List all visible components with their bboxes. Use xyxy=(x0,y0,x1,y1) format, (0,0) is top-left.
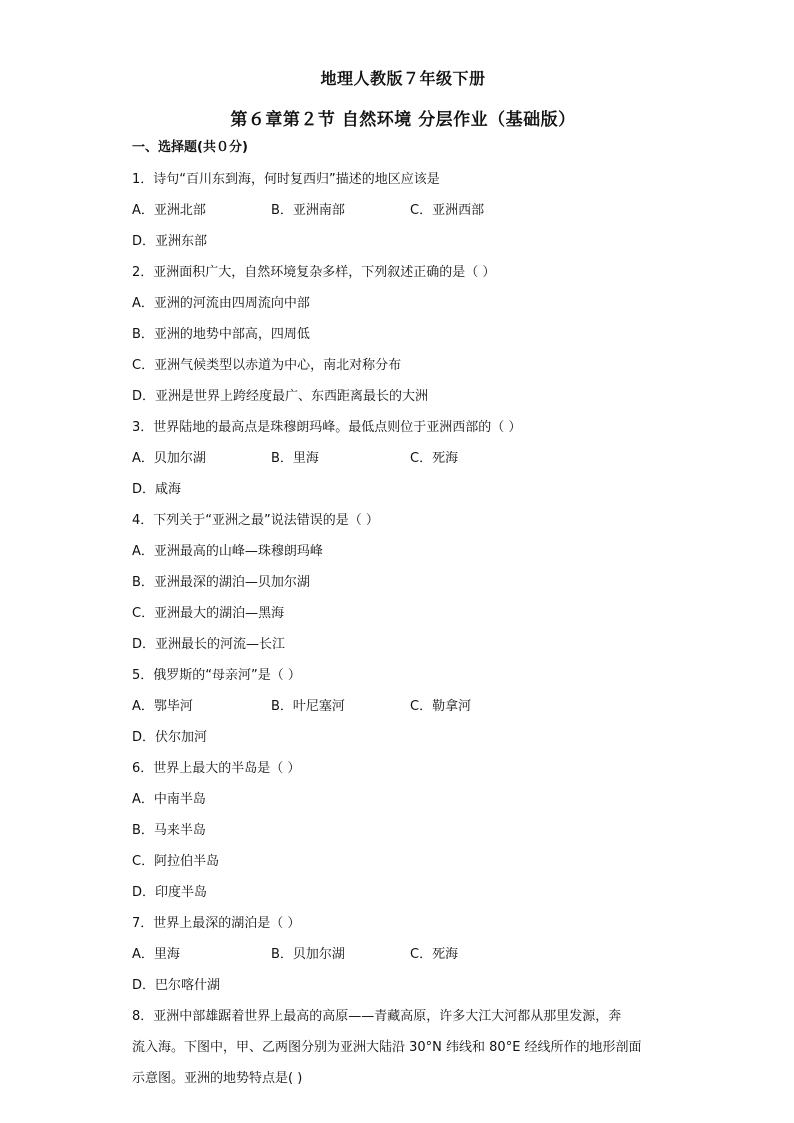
answer-option-c: C．亚洲最大的湖泊—黑海 xyxy=(132,606,285,621)
answer-option-d: D．亚洲东部 xyxy=(132,234,208,249)
question-stem: 5．俄罗斯的“母亲河”是（ ） xyxy=(132,668,301,683)
answer-option-b: B．亚洲最深的湖泊—贝加尔湖 xyxy=(132,575,310,590)
question-2 xyxy=(132,257,674,412)
answer-option-a: A．鄂毕河 xyxy=(132,699,193,714)
question-stem: 6．世界上最大的半岛是（ ） xyxy=(132,761,301,776)
question-stem: 7．世界上最深的湖泊是（ ） xyxy=(132,916,301,931)
answer-option-a: A．贝加尔湖 xyxy=(132,451,206,466)
answer-option-b: B．马来半岛 xyxy=(132,823,206,838)
answer-options xyxy=(132,195,674,257)
answer-option-b: B．贝加尔湖 xyxy=(271,947,345,962)
question-3 xyxy=(132,412,674,505)
answer-option-d: D．亚洲最长的河流—长江 xyxy=(132,637,286,652)
answer-option-a: A．中南半岛 xyxy=(132,792,206,807)
section-heading: 一、选择题(共０分) xyxy=(132,140,248,155)
answer-option-d: D．伏尔加河 xyxy=(132,730,208,745)
answer-option-a: A．亚洲最高的山峰—珠穆朗玛峰 xyxy=(132,544,323,559)
question-stem-line: 示意图。亚洲的地势特点是( ) xyxy=(132,1071,303,1086)
answer-option-a: A．亚洲的河流由四周流向中部 xyxy=(132,296,310,311)
question-stem: 4．下列关于“亚洲之最”说法错误的是（ ） xyxy=(132,513,379,528)
answer-options xyxy=(132,443,674,505)
answer-option-a: A．亚洲北部 xyxy=(132,203,206,218)
question-stem: 2．亚洲面积广大，自然环境复杂多样，下列叙述正确的是（ ） xyxy=(132,265,496,280)
answer-option-d: D．印度半岛 xyxy=(132,885,208,900)
answer-option-b: B．亚洲南部 xyxy=(271,203,345,218)
answer-options xyxy=(132,536,674,660)
answer-option-c: C．死海 xyxy=(410,947,459,962)
answer-option-a: A．里海 xyxy=(132,947,180,962)
answer-option-c: C．亚洲西部 xyxy=(410,203,485,218)
question-stem-line: 8．亚洲中部雄踞着世界上最高的高原——青藏高原，许多大江大河都从那里发源，奔 xyxy=(132,1009,622,1024)
answer-options xyxy=(132,784,674,908)
answer-option-b: B．里海 xyxy=(271,451,319,466)
question-stem: 1．诗句“百川东到海，何时复西归”描述的地区应该是 xyxy=(132,172,440,187)
question-7 xyxy=(132,908,674,1001)
answer-option-d: D．巴尔喀什湖 xyxy=(132,978,221,993)
document-subtitle: 第６章第２节 自然环境 分层作业（基础版） xyxy=(230,110,576,130)
answer-option-c: C．亚洲气候类型以赤道为中心，南北对称分布 xyxy=(132,358,402,373)
answer-option-d: D．咸海 xyxy=(132,482,182,497)
question-6 xyxy=(132,753,674,908)
answer-option-c: C．死海 xyxy=(410,451,459,466)
question-stem: 3．世界陆地的最高点是珠穆朗玛峰。最低点则位于亚洲西部的（ ） xyxy=(132,420,522,435)
question-1 xyxy=(132,164,674,257)
answer-options xyxy=(132,939,674,1001)
question-5 xyxy=(132,660,674,753)
question-list xyxy=(132,164,674,1094)
answer-option-c: C．阿拉伯半岛 xyxy=(132,854,220,869)
answer-option-b: B．叶尼塞河 xyxy=(271,699,345,714)
answer-options xyxy=(132,691,674,753)
document-title: 地理人教版７年级下册 xyxy=(320,69,486,88)
question-4 xyxy=(132,505,674,660)
answer-option-d: D．亚洲是世界上跨经度最广、东西距离最长的大洲 xyxy=(132,389,429,404)
answer-option-c: C．勒拿河 xyxy=(410,699,472,714)
question-stem-line: 流入海。下图中，甲、乙两图分别为亚洲大陆沿 30°N 纬线和 80°E 经线所作的地形剖面 xyxy=(132,1040,642,1055)
question-8 xyxy=(132,1001,674,1094)
answer-option-b: B．亚洲的地势中部高，四周低 xyxy=(132,327,310,342)
